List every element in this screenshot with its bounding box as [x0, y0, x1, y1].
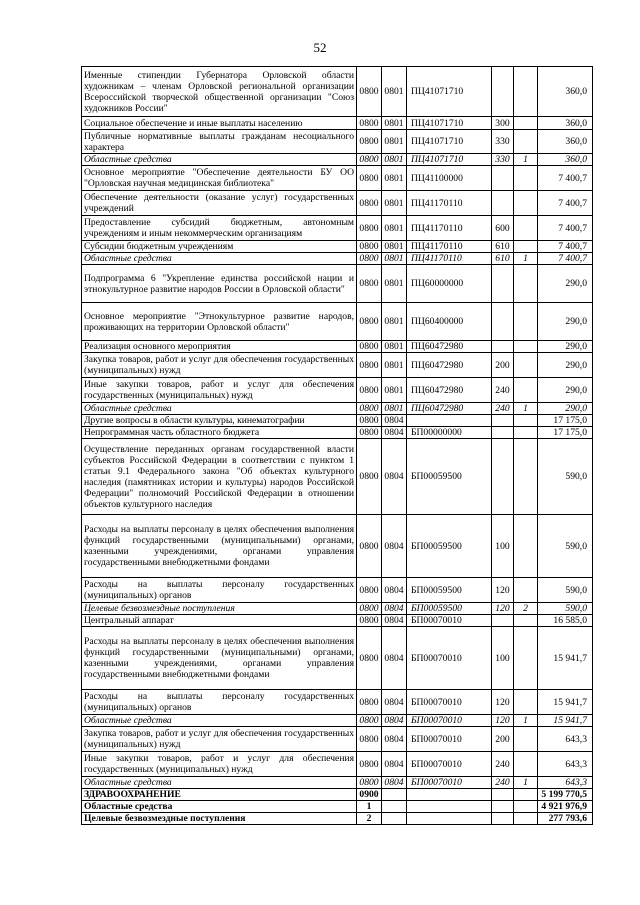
row-target-article: ПЦ41071710: [407, 154, 492, 166]
row-funding-source: [514, 801, 538, 813]
budget-table: [81, 66, 593, 825]
row-subsection-code: 0804: [382, 752, 407, 777]
row-funding-source: [514, 690, 538, 715]
row-name: Расходы на выплаты персоналу государственных (муниципальных) органов: [82, 690, 357, 715]
row-funding-source: [514, 378, 538, 403]
row-amount: 360,0: [538, 117, 593, 130]
row-amount: 590,0: [538, 578, 593, 603]
table-row: [82, 253, 593, 265]
table-row: [82, 789, 593, 801]
row-amount: 590,0: [538, 439, 593, 515]
row-funding-source: 2: [514, 603, 538, 615]
table-row: [82, 154, 593, 166]
row-target-article: БП00070010: [407, 777, 492, 789]
table-row: [82, 752, 593, 777]
row-expense-type: 300: [492, 117, 514, 130]
row-section-code: 0800: [357, 117, 382, 130]
row-name: Иные закупки товаров, работ и услуг для обеспечения государственных (муниципальных) нужд: [82, 752, 357, 777]
row-subsection-code: 0804: [382, 415, 407, 427]
row-section-code: 1: [357, 801, 382, 813]
row-target-article: ПЦ41071710: [407, 67, 492, 117]
row-expense-type: [492, 265, 514, 303]
row-subsection-code: [382, 801, 407, 813]
table-row: [82, 415, 593, 427]
row-section-code: 0800: [357, 727, 382, 752]
table-row: [82, 378, 593, 403]
row-subsection-code: 0801: [382, 117, 407, 130]
row-target-article: [407, 801, 492, 813]
row-subsection-code: [382, 789, 407, 801]
row-expense-type: [492, 439, 514, 515]
row-subsection-code: 0801: [382, 265, 407, 303]
row-expense-type: [492, 789, 514, 801]
table-row: [82, 427, 593, 439]
row-subsection-code: 0804: [382, 727, 407, 752]
row-name: Расходы на выплаты персоналу государственных (муниципальных) органов: [82, 578, 357, 603]
row-target-article: [407, 813, 492, 825]
row-funding-source: [514, 241, 538, 253]
row-target-article: ПЦ41071710: [407, 130, 492, 154]
row-name: Областные средства: [82, 777, 357, 789]
row-amount: 643,3: [538, 752, 593, 777]
row-target-article: БП00070010: [407, 715, 492, 727]
table-row: [82, 627, 593, 690]
row-section-code: 0800: [357, 303, 382, 341]
table-row: [82, 117, 593, 130]
row-funding-source: 1: [514, 154, 538, 166]
row-subsection-code: 0801: [382, 241, 407, 253]
row-expense-type: 100: [492, 515, 514, 578]
row-amount: 7 400,7: [538, 241, 593, 253]
table-row: [82, 403, 593, 415]
table-row: [82, 715, 593, 727]
row-subsection-code: 0804: [382, 715, 407, 727]
row-amount: 7 400,7: [538, 191, 593, 216]
row-amount: 17 175,0: [538, 415, 593, 427]
table-row: [82, 216, 593, 241]
row-amount: 590,0: [538, 603, 593, 615]
row-target-article: ПЦ41071710: [407, 117, 492, 130]
row-section-code: 0800: [357, 578, 382, 603]
row-funding-source: 1: [514, 403, 538, 415]
row-subsection-code: 0801: [382, 353, 407, 378]
row-subsection-code: 0801: [382, 253, 407, 265]
row-target-article: БП00059500: [407, 515, 492, 578]
row-section-code: 0800: [357, 353, 382, 378]
row-subsection-code: 0801: [382, 378, 407, 403]
row-amount: 277 793,6: [538, 813, 593, 825]
row-name: Иные закупки товаров, работ и услуг для обеспечения государственных (муниципальных) нужд: [82, 378, 357, 403]
row-target-article: БП00070010: [407, 615, 492, 627]
row-section-code: 0800: [357, 439, 382, 515]
row-section-code: 0800: [357, 265, 382, 303]
row-target-article: БП00059500: [407, 578, 492, 603]
row-expense-type: 200: [492, 727, 514, 752]
row-name: Другие вопросы в области культуры, кинематографии: [82, 415, 357, 427]
row-subsection-code: 0801: [382, 216, 407, 241]
row-target-article: ПЦ41170110: [407, 241, 492, 253]
row-funding-source: [514, 191, 538, 216]
row-name: Целевые безвозмездные поступления: [82, 603, 357, 615]
row-expense-type: 120: [492, 715, 514, 727]
row-section-code: 0800: [357, 515, 382, 578]
row-name: Предоставление субсидий бюджетным, автономным учреждениям и иным некоммерческим организациям: [82, 216, 357, 241]
row-amount: 643,3: [538, 777, 593, 789]
table-row: [82, 130, 593, 154]
row-target-article: ПЦ41170110: [407, 216, 492, 241]
table-row: [82, 341, 593, 353]
row-section-code: 0800: [357, 752, 382, 777]
row-expense-type: 610: [492, 241, 514, 253]
table-row: [82, 615, 593, 627]
row-amount: 360,0: [538, 130, 593, 154]
table-row: [82, 166, 593, 191]
row-funding-source: [514, 67, 538, 117]
row-subsection-code: [382, 813, 407, 825]
row-funding-source: [514, 427, 538, 439]
row-target-article: БП00000000: [407, 427, 492, 439]
row-target-article: ПЦ60472980: [407, 353, 492, 378]
row-subsection-code: 0801: [382, 341, 407, 353]
row-name: ЗДРАВООХРАНЕНИЕ: [82, 789, 357, 801]
row-section-code: 0800: [357, 427, 382, 439]
row-funding-source: [514, 752, 538, 777]
row-name: Основное мероприятие "Этнокультурное развитие народов, проживающих на территории Орловской области": [82, 303, 357, 341]
row-expense-type: [492, 415, 514, 427]
row-target-article: ПЦ60472980: [407, 341, 492, 353]
row-section-code: 0800: [357, 627, 382, 690]
row-subsection-code: 0804: [382, 603, 407, 615]
row-name: Целевые безвозмездные поступления: [82, 813, 357, 825]
row-expense-type: [492, 813, 514, 825]
row-amount: 290,0: [538, 378, 593, 403]
row-expense-type: 240: [492, 752, 514, 777]
row-name: Основное мероприятие "Обеспечение деятельности БУ ОО "Орловская научная медицинская библиотека": [82, 166, 357, 191]
row-target-article: ПЦ41170110: [407, 253, 492, 265]
row-subsection-code: 0801: [382, 166, 407, 191]
row-section-code: 0800: [357, 341, 382, 353]
row-name: Непрограммная часть областного бюджета: [82, 427, 357, 439]
row-expense-type: [492, 427, 514, 439]
row-target-article: [407, 789, 492, 801]
table-row: [82, 777, 593, 789]
row-funding-source: [514, 117, 538, 130]
row-name: Именные стипендии Губернатора Орловской области художникам – членам Орловской региональной организации Всероссийской творческой общественной организации "Союз художников России": [82, 67, 357, 117]
table-row: [82, 67, 593, 117]
row-section-code: 0800: [357, 154, 382, 166]
table-row: [82, 578, 593, 603]
row-funding-source: [514, 166, 538, 191]
row-expense-type: 240: [492, 403, 514, 415]
row-amount: 17 175,0: [538, 427, 593, 439]
row-subsection-code: 0801: [382, 67, 407, 117]
row-funding-source: [514, 627, 538, 690]
table-row: [82, 191, 593, 216]
table-row: [82, 690, 593, 715]
row-target-article: ПЦ41100000: [407, 166, 492, 191]
row-expense-type: [492, 801, 514, 813]
row-section-code: 0800: [357, 241, 382, 253]
row-section-code: 0800: [357, 253, 382, 265]
row-amount: 290,0: [538, 403, 593, 415]
row-target-article: БП00059500: [407, 603, 492, 615]
row-amount: 360,0: [538, 154, 593, 166]
row-amount: 290,0: [538, 341, 593, 353]
table-row: [82, 439, 593, 515]
row-target-article: ПЦ60400000: [407, 303, 492, 341]
row-subsection-code: 0804: [382, 627, 407, 690]
row-expense-type: 600: [492, 216, 514, 241]
row-amount: 15 941,7: [538, 627, 593, 690]
row-amount: 643,3: [538, 727, 593, 752]
row-funding-source: [514, 130, 538, 154]
row-funding-source: [514, 727, 538, 752]
row-section-code: 0800: [357, 777, 382, 789]
row-name: Социальное обеспечение и иные выплаты населению: [82, 117, 357, 130]
row-amount: 360,0: [538, 67, 593, 117]
row-name: Субсидии бюджетным учреждениям: [82, 241, 357, 253]
row-amount: 16 585,0: [538, 615, 593, 627]
row-expense-type: 610: [492, 253, 514, 265]
budget-table-body: [82, 67, 593, 825]
row-expense-type: 330: [492, 130, 514, 154]
row-funding-source: [514, 265, 538, 303]
row-amount: 7 400,7: [538, 253, 593, 265]
row-amount: 15 941,7: [538, 715, 593, 727]
row-target-article: БП00070010: [407, 727, 492, 752]
row-funding-source: [514, 578, 538, 603]
row-expense-type: 240: [492, 378, 514, 403]
row-funding-source: [514, 615, 538, 627]
row-amount: 290,0: [538, 353, 593, 378]
table-row: [82, 303, 593, 341]
row-name: Закупка товаров, работ и услуг для обеспечения государственных (муниципальных) нужд: [82, 727, 357, 752]
row-expense-type: 120: [492, 690, 514, 715]
row-target-article: ПЦ60472980: [407, 378, 492, 403]
row-funding-source: [514, 789, 538, 801]
row-name: Публичные нормативные выплаты гражданам несоциального характера: [82, 130, 357, 154]
row-name: Областные средства: [82, 801, 357, 813]
row-subsection-code: 0804: [382, 690, 407, 715]
row-expense-type: 200: [492, 353, 514, 378]
row-target-article: ПЦ60472980: [407, 403, 492, 415]
row-expense-type: 330: [492, 154, 514, 166]
row-target-article: БП00070010: [407, 752, 492, 777]
row-expense-type: [492, 191, 514, 216]
row-section-code: 0800: [357, 378, 382, 403]
row-subsection-code: 0804: [382, 578, 407, 603]
row-amount: 15 941,7: [538, 690, 593, 715]
table-row: [82, 515, 593, 578]
row-target-article: [407, 415, 492, 427]
row-amount: 7 400,7: [538, 216, 593, 241]
row-target-article: БП00070010: [407, 627, 492, 690]
row-expense-type: 120: [492, 578, 514, 603]
row-name: Обеспечение деятельности (оказание услуг) государственных учреждений: [82, 191, 357, 216]
page-number: 52: [313, 40, 327, 55]
row-subsection-code: 0804: [382, 515, 407, 578]
row-expense-type: [492, 303, 514, 341]
row-funding-source: [514, 353, 538, 378]
row-amount: 590,0: [538, 515, 593, 578]
row-subsection-code: 0804: [382, 615, 407, 627]
row-amount: 5 199 770,5: [538, 789, 593, 801]
row-expense-type: 240: [492, 777, 514, 789]
row-name: Подпрограмма 6 "Укрепление единства российской нации и этнокультурное развитие народов России в Орловской области": [82, 265, 357, 303]
row-amount: 4 921 976,9: [538, 801, 593, 813]
row-amount: 290,0: [538, 265, 593, 303]
row-subsection-code: 0804: [382, 439, 407, 515]
row-expense-type: 100: [492, 627, 514, 690]
table-row: [82, 801, 593, 813]
row-section-code: 0800: [357, 67, 382, 117]
row-funding-source: [514, 515, 538, 578]
row-funding-source: [514, 415, 538, 427]
row-subsection-code: 0801: [382, 191, 407, 216]
row-section-code: 2: [357, 813, 382, 825]
table-row: [82, 603, 593, 615]
row-section-code: 0800: [357, 715, 382, 727]
row-name: Областные средства: [82, 154, 357, 166]
row-name: Областные средства: [82, 253, 357, 265]
row-section-code: 0800: [357, 191, 382, 216]
row-target-article: ПЦ60000000: [407, 265, 492, 303]
row-funding-source: 1: [514, 777, 538, 789]
row-name: Расходы на выплаты персоналу в целях обеспечения выполнения функций государственными (муниципальными) органами, казенными учреждениями, органами управления государственными внебюджетными фондами: [82, 515, 357, 578]
table-row: [82, 241, 593, 253]
row-section-code: 0800: [357, 403, 382, 415]
row-target-article: ПЦ41170110: [407, 191, 492, 216]
row-funding-source: 1: [514, 715, 538, 727]
row-target-article: БП00070010: [407, 690, 492, 715]
row-name: Расходы на выплаты персоналу в целях обеспечения выполнения функций государственными (муниципальными) органами, казенными учреждениями, органами управления государственными внебюджетными фондами: [82, 627, 357, 690]
row-subsection-code: 0801: [382, 303, 407, 341]
row-section-code: 0800: [357, 130, 382, 154]
row-subsection-code: 0801: [382, 403, 407, 415]
row-expense-type: [492, 341, 514, 353]
row-subsection-code: 0801: [382, 154, 407, 166]
row-section-code: 0800: [357, 216, 382, 241]
row-expense-type: 120: [492, 603, 514, 615]
row-subsection-code: 0804: [382, 777, 407, 789]
table-row: [82, 353, 593, 378]
row-section-code: 0800: [357, 615, 382, 627]
row-funding-source: [514, 813, 538, 825]
row-subsection-code: 0801: [382, 130, 407, 154]
row-section-code: 0800: [357, 166, 382, 191]
row-expense-type: [492, 67, 514, 117]
row-expense-type: [492, 615, 514, 627]
row-funding-source: [514, 439, 538, 515]
row-name: Областные средства: [82, 403, 357, 415]
row-expense-type: [492, 166, 514, 191]
row-subsection-code: 0804: [382, 427, 407, 439]
table-row: [82, 265, 593, 303]
row-name: Реализация основного мероприятия: [82, 341, 357, 353]
table-row: [82, 813, 593, 825]
row-name: Осуществление переданных органам государственной власти субъектов Российской Федерации в соответствии с пунктом 1 статьи 9.1 Федерального закона "Об объектах культурного наследия (памятниках истории и культуры) народов Российской Федерации" полномочий Российской Федерации в отношении объектов культурного наследия: [82, 439, 357, 515]
row-section-code: 0900: [357, 789, 382, 801]
row-target-article: БП00059500: [407, 439, 492, 515]
row-funding-source: [514, 303, 538, 341]
row-amount: 290,0: [538, 303, 593, 341]
row-funding-source: [514, 341, 538, 353]
row-amount: 7 400,7: [538, 166, 593, 191]
row-name: Центральный аппарат: [82, 615, 357, 627]
row-section-code: 0800: [357, 603, 382, 615]
row-funding-source: [514, 216, 538, 241]
row-name: Областные средства: [82, 715, 357, 727]
row-section-code: 0800: [357, 690, 382, 715]
row-section-code: 0800: [357, 415, 382, 427]
row-funding-source: 1: [514, 253, 538, 265]
table-row: [82, 727, 593, 752]
row-name: Закупка товаров, работ и услуг для обеспечения государственных (муниципальных) нужд: [82, 353, 357, 378]
